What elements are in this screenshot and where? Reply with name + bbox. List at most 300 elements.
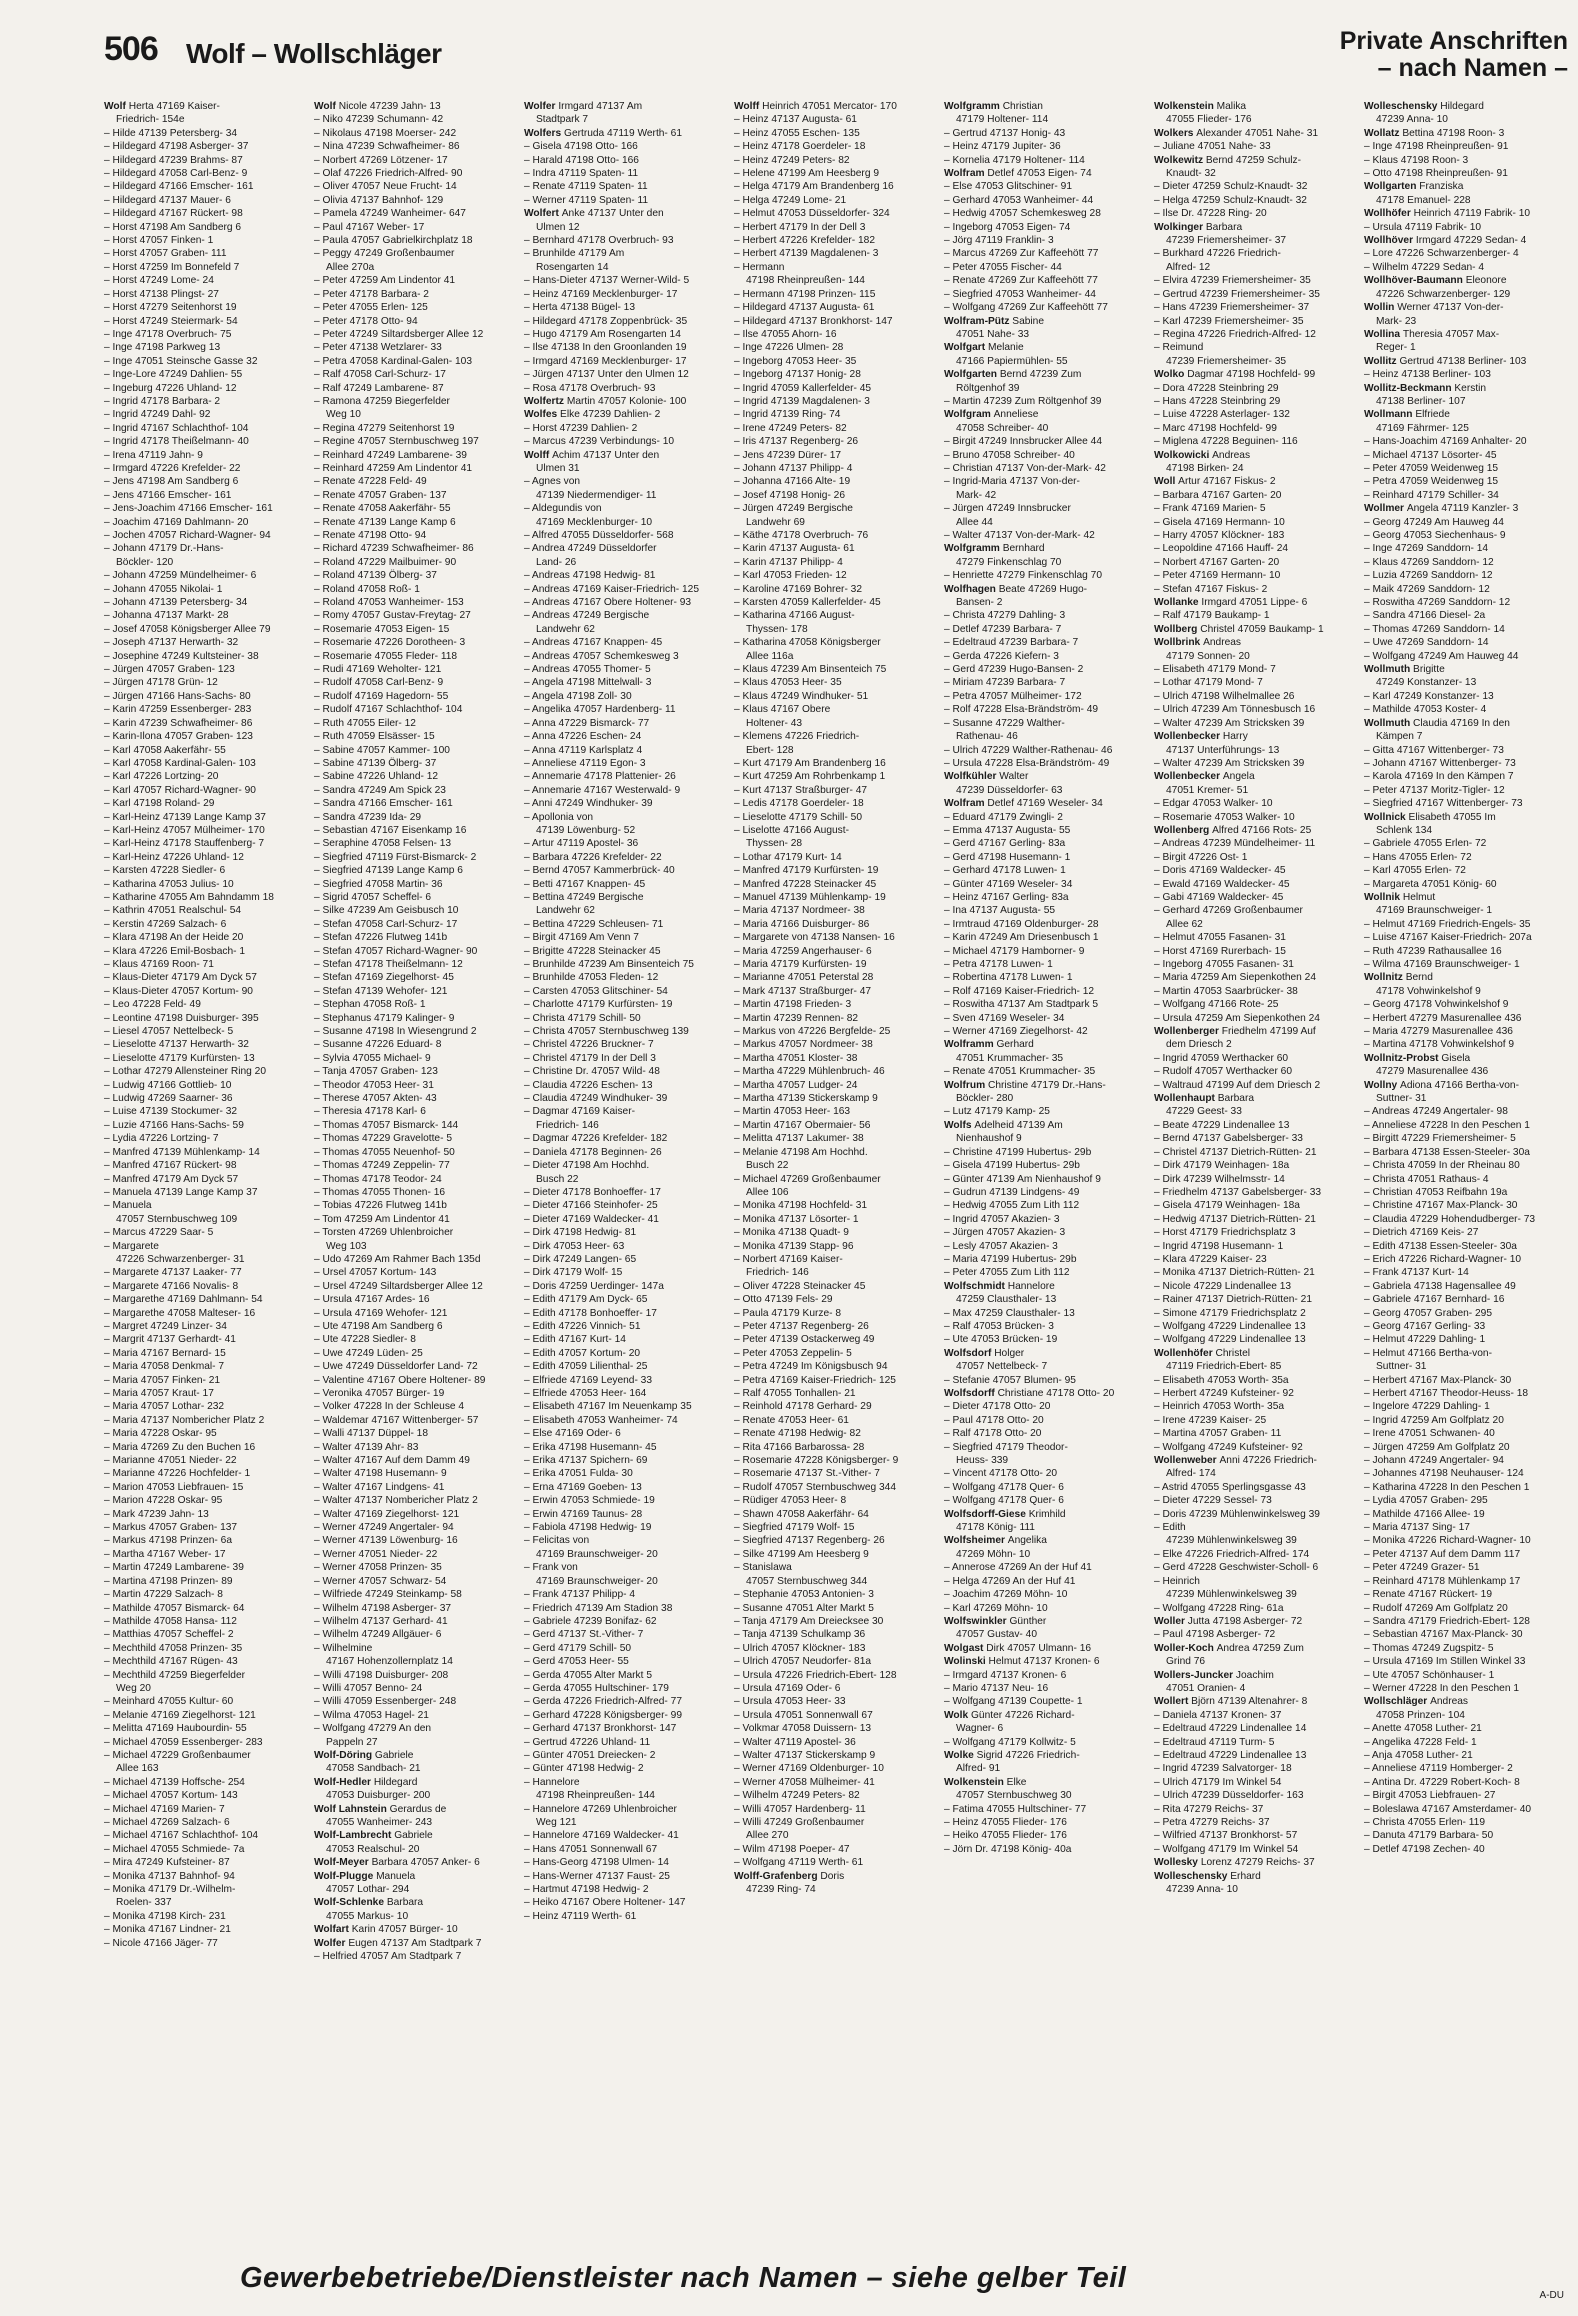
entry-text: Hildegard: [373, 1776, 418, 1788]
directory-entry: [734, 918, 938, 931]
entry-text: – Rita 47166 Barbarossa- 28: [734, 1441, 865, 1453]
entry-text: – Angelika 47057 Hardenberg- 11: [524, 704, 676, 716]
directory-entry: [1364, 113, 1568, 126]
directory-entry: [314, 1883, 518, 1896]
directory-entry: [1364, 1052, 1568, 1065]
directory-entry: [314, 167, 518, 180]
entry-surname: Wolfsdorff: [944, 1388, 998, 1399]
entry-surname: Wollenweber: [1154, 1455, 1220, 1467]
directory-entry: [314, 382, 518, 395]
directory-entry: [944, 757, 1148, 770]
directory-entry: [524, 1910, 728, 1923]
directory-entry: [1154, 931, 1358, 944]
entry-text: Manuela: [376, 1870, 416, 1882]
directory-entry: [1364, 207, 1568, 220]
entry-text: Weg 103: [326, 1240, 367, 1252]
directory-entry: [314, 274, 518, 287]
entry-text: Gabriele: [394, 1830, 433, 1842]
directory-entry: [1364, 435, 1568, 448]
entry-text: – Rudolf 47058 Carl-Benz- 9: [314, 677, 444, 689]
entry-text: – Renate 47269 Zur Kaffeehött 77: [944, 275, 1098, 287]
directory-entry: [524, 1360, 728, 1373]
entry-text: – Christa 47051 Rathaus- 4: [1364, 1173, 1489, 1185]
entry-text: – Bernd 47057 Kammerbrück- 40: [524, 865, 675, 877]
directory-entry: [314, 703, 518, 716]
directory-entry: [1154, 1226, 1358, 1239]
entry-text: – Werner 47139 Löwenburg- 16: [314, 1535, 458, 1547]
directory-entry: [1154, 408, 1358, 421]
entry-text: – Karl-Heinz 47139 Lange Kamp 37: [104, 811, 266, 823]
entry-text: – Katharine 47055 Am Bahndamm 18: [104, 891, 274, 903]
entry-text: – Wilhelm 47249 Peters- 82: [734, 1790, 860, 1802]
directory-entry: [734, 1548, 938, 1561]
directory-entry: [944, 837, 1148, 850]
directory-entry: [734, 529, 938, 542]
entry-text: – Edeltraud 47229 Lindenallee 14: [1154, 1723, 1307, 1735]
directory-entry: [944, 717, 1148, 730]
directory-entry: [104, 1669, 308, 1682]
entry-text: – Heinz 47169 Mecklenburger- 17: [524, 288, 678, 300]
directory-entry: [944, 422, 1148, 435]
entry-surname: Wolfsdorf: [944, 1347, 995, 1359]
directory-entry: [104, 1602, 308, 1615]
entry-text: – Gerda 47226 Friedrich-Alfred- 77: [524, 1696, 682, 1708]
entry-text: – Elisabeth 47053 Worth- 35a: [1154, 1374, 1289, 1386]
entry-text: – Christian 47053 Reifbahn 19a: [1364, 1186, 1508, 1198]
directory-entry: [524, 1079, 728, 1092]
directory-entry: [944, 1105, 1148, 1118]
entry-text: – Gudrun 47139 Lindgens- 49: [944, 1186, 1080, 1198]
entry-surname: Wollenberger: [1154, 1026, 1222, 1038]
entry-text: Allee 106: [746, 1186, 789, 1198]
directory-entry: [104, 596, 308, 609]
directory-entry: [944, 1575, 1148, 1588]
entry-text: – Jürgen 47057 Graben- 123: [104, 664, 235, 676]
directory-entry: [524, 395, 728, 408]
directory-entry: [314, 1213, 518, 1226]
entry-text: – Niko 47239 Schumann- 42: [314, 114, 444, 126]
directory-entry: [314, 609, 518, 622]
entry-text: – Rita 47279 Reichs- 37: [1154, 1803, 1264, 1815]
directory-entry: [524, 288, 728, 301]
entry-text: – Christel 47137 Dietrich-Rütten- 21: [1154, 1146, 1317, 1158]
directory-entry: [314, 1441, 518, 1454]
directory-entry: [314, 1829, 518, 1842]
entry-text: – Erika 47051 Fulda- 30: [524, 1468, 633, 1480]
directory-entry: [1154, 650, 1358, 663]
entry-text: 47057 Sternbuschweg 109: [116, 1213, 238, 1225]
directory-entry: [944, 1588, 1148, 1601]
directory-entry: [944, 556, 1148, 569]
entry-text: – Ingrid 47249 Dahl- 92: [104, 409, 211, 421]
directory-entry: [734, 489, 938, 502]
directory-entry: [314, 1199, 518, 1212]
directory-entry: [1364, 1092, 1568, 1105]
entry-text: Martin 47057 Kolonie- 100: [566, 395, 687, 407]
directory-entry: [1364, 542, 1568, 555]
entry-text: – Else 47053 Glitschiner- 91: [944, 181, 1072, 193]
entry-text: 47279 Finkenschlag 70: [956, 556, 1062, 568]
directory-entry: [1154, 837, 1358, 850]
directory-entry: [944, 1293, 1148, 1306]
directory-entry: [734, 1333, 938, 1346]
directory-entry: [104, 1655, 308, 1668]
entry-text: – Peter 47259 Am Lindentor 41: [314, 275, 456, 287]
entry-text: Bansen- 2: [956, 597, 1003, 609]
entry-text: – Valentine 47167 Obere Holtener- 89: [314, 1374, 486, 1386]
entry-text: Bernd: [1405, 972, 1433, 984]
entry-text: – Michael 47139 Hoffsche- 254: [104, 1776, 245, 1788]
directory-entry: [314, 985, 518, 998]
entry-text: – Ralf 47178 Otto- 20: [944, 1428, 1042, 1440]
directory-entry: [734, 1374, 938, 1387]
entry-text: Land- 26: [536, 556, 577, 568]
entry-text: – Dieter 47166 Steinhofer- 25: [524, 1200, 658, 1212]
directory-entry: [734, 315, 938, 328]
directory-entry: [944, 234, 1148, 247]
entry-text: – Jürgen 47057 Akazien- 3: [944, 1227, 1066, 1239]
directory-entry: [1154, 1400, 1358, 1413]
directory-entry: [734, 1682, 938, 1695]
directory-entry: [104, 1400, 308, 1413]
directory-entry: [104, 1374, 308, 1387]
directory-entry: [944, 636, 1148, 649]
directory-entry: [944, 449, 1148, 462]
entry-text: – Siegfried 47058 Martin- 36: [314, 878, 443, 890]
entry-text: – Ruth 47239 Rathausallee 16: [1364, 945, 1502, 957]
directory-entry: [104, 529, 308, 542]
directory-entry: [944, 328, 1148, 341]
directory-entry: [1364, 1119, 1568, 1132]
entry-text: – Gisela 47169 Hermann- 10: [1154, 516, 1285, 528]
entry-text: – Georg 47057 Graben- 295: [1364, 1307, 1493, 1319]
entry-text: – Hildegard 47198 Asberger- 37: [104, 141, 249, 153]
entry-text: – Hans-Werner 47137 Faust- 25: [524, 1870, 670, 1882]
directory-entry: [944, 154, 1148, 167]
entry-text: – Dieter 47198 Am Hochhd.: [524, 1160, 650, 1172]
directory-entry: [734, 422, 938, 435]
directory-entry: [104, 1575, 308, 1588]
entry-text: – Werner 47057 Schwarz- 54: [314, 1575, 447, 1587]
entry-text: – Rosemarie 47053 Eigen- 15: [314, 623, 450, 635]
entry-text: – Markus 47057 Graben- 137: [104, 1522, 238, 1534]
directory-entry: [1154, 1762, 1358, 1775]
entry-text: Bettina 47198 Roon- 3: [1402, 127, 1505, 139]
directory-entry: [734, 475, 938, 488]
entry-text: – Agnes von: [524, 476, 581, 488]
entry-text: – Jürgen 47137 Unter den Ulmen 12: [524, 369, 689, 381]
directory-entry: [734, 1012, 938, 1025]
entry-text: – Tobias 47226 Flutweg 141b: [314, 1200, 447, 1212]
entry-surname: Wolff: [524, 449, 553, 461]
entry-text: – Thomas 47249 Zeppelin- 77: [314, 1160, 450, 1172]
directory-entry: [1154, 489, 1358, 502]
entry-text: Lorenz 47279 Reichs- 37: [1200, 1857, 1315, 1869]
directory-entry: [104, 167, 308, 180]
directory-entry: [1154, 382, 1358, 395]
directory-entry: [944, 1199, 1148, 1212]
directory-entry: [1154, 207, 1358, 220]
directory-entry: [314, 422, 518, 435]
directory-entry: [1154, 878, 1358, 891]
directory-entry: [524, 1293, 728, 1306]
directory-entry: [314, 1266, 518, 1279]
entry-text: – Sabine 47139 Ölberg- 37: [314, 757, 437, 769]
directory-entry: [314, 1038, 518, 1051]
directory-entry: [944, 1548, 1148, 1561]
entry-text: – Heinz 47167 Gerling- 83a: [944, 891, 1069, 903]
entry-text: – Stefan 47226 Flutweg 141b: [314, 932, 448, 944]
entry-surname: Wollhöfer: [1364, 208, 1414, 220]
entry-text: – Erwin 47053 Schmiede- 19: [524, 1495, 655, 1507]
entry-text: – Sandra 47249 Am Spick 23: [314, 784, 446, 796]
directory-entry: [734, 1575, 938, 1588]
entry-text: – Martin 47239 Rennen- 82: [734, 1012, 859, 1024]
entry-text: – Theodor 47053 Heer- 31: [314, 1079, 434, 1091]
directory-entry: [524, 744, 728, 757]
directory-entry: [314, 1923, 518, 1936]
directory-entry: [734, 1173, 938, 1186]
directory-entry: [1154, 449, 1358, 462]
entry-surname: Wolkenstein: [1154, 101, 1217, 112]
entry-text: – Edeltraud 47119 Turm- 5: [1154, 1736, 1275, 1748]
entry-text: – Waltraud 47199 Auf dem Driesch 2: [1154, 1079, 1321, 1091]
directory-entry: [314, 971, 518, 984]
entry-surname: Wolfer: [524, 101, 559, 112]
entry-text: Schlenk 134: [1376, 824, 1433, 836]
directory-entry: [734, 1722, 938, 1735]
entry-surname: Wollnitz-Probst: [1364, 1052, 1442, 1064]
directory-entry: [1364, 1722, 1568, 1735]
entry-text: – Maria 47279 Masurenallee 436: [1364, 1026, 1513, 1038]
directory-entry: [524, 1642, 728, 1655]
entry-text: – Ingrid 47057 Akazien- 3: [944, 1213, 1060, 1225]
entry-text: Allee 163: [116, 1763, 159, 1775]
directory-entry: [944, 542, 1148, 555]
directory-entry: [104, 542, 308, 555]
entry-text: – Wolfgang 47279 An den: [314, 1723, 432, 1735]
entry-text: – Silke 47239 Am Geisbusch 10: [314, 905, 459, 917]
directory-entry: [944, 1266, 1148, 1279]
directory-entry: [314, 1870, 518, 1883]
entry-text: – Wilfriede 47249 Steinkamp- 58: [314, 1589, 462, 1601]
directory-entry: [734, 1132, 938, 1145]
entry-text: – Michael 47179 Hamborner- 9: [944, 945, 1085, 957]
directory-entry: [1154, 636, 1358, 649]
directory-entry: [734, 663, 938, 676]
directory-entry: [944, 408, 1148, 421]
entry-text: – Betti 47167 Knappen- 45: [524, 878, 646, 890]
directory-entry: [1154, 274, 1358, 287]
entry-surname: Wollenhöfer: [1154, 1347, 1216, 1359]
directory-entry: [944, 1360, 1148, 1373]
entry-text: – Stephan 47058 Roß- 1: [314, 999, 426, 1011]
directory-entry: [104, 1414, 308, 1427]
directory-entry: [1154, 341, 1358, 354]
directory-entry: [104, 1199, 308, 1212]
directory-entry: [1154, 261, 1358, 274]
directory-entry: [734, 355, 938, 368]
directory-entry: [1154, 556, 1358, 569]
entry-text: – Manfred 47179 Kurfürsten- 19: [734, 865, 879, 877]
directory-entry: [314, 1065, 518, 1078]
entry-text: – Roland 47229 Mailbuimer- 90: [314, 556, 457, 568]
directory-entry: [104, 663, 308, 676]
entry-text: – Ulrich 47179 Im Winkel 54: [1154, 1776, 1282, 1788]
entry-text: – Thomas 47229 Gravelotte- 5: [314, 1133, 452, 1145]
entry-text: Anke 47137 Unter den: [561, 208, 664, 220]
entry-surname: Wolf Lahnstein: [314, 1803, 390, 1815]
directory-entry: [104, 315, 308, 328]
entry-text: – Inge 47178 Overbruch- 75: [104, 328, 232, 340]
entry-text: Andreas: [1212, 449, 1251, 461]
entry-text: – Maria 47179 Kurfürsten- 19: [734, 959, 867, 970]
directory-entry: [1154, 864, 1358, 877]
entry-text: – Petra 47059 Weidenweg 15: [1364, 476, 1499, 488]
directory-entry: [1364, 891, 1568, 904]
directory-entry: [1364, 288, 1568, 301]
directory-entry: [104, 1360, 308, 1373]
entry-text: – Hans 47055 Erlen- 72: [1364, 851, 1472, 863]
directory-entry: [734, 797, 938, 810]
directory-entry: [1154, 1655, 1358, 1668]
entry-text: – Siegfried 47179 Theodor-: [944, 1441, 1068, 1453]
directory-entry: [944, 221, 1148, 234]
entry-surname: Wolkers: [1154, 127, 1197, 139]
entry-surname: Wolfgram: [944, 409, 994, 421]
directory-entry: [1154, 1816, 1358, 1829]
directory-entry: [314, 1937, 518, 1950]
directory-entry: [734, 221, 938, 234]
entry-text: – Sven 47169 Weseler- 34: [944, 1012, 1065, 1024]
directory-entry: [104, 1467, 308, 1480]
directory-entry: [1154, 301, 1358, 314]
directory-entry: [1364, 918, 1568, 931]
entry-text: 47169 Braunschweiger- 20: [536, 1548, 658, 1560]
entry-text: 47051 Nahe- 33: [956, 328, 1030, 340]
entry-text: – Martina 47057 Graben- 11: [1154, 1428, 1282, 1440]
directory-entry: [734, 1534, 938, 1547]
entry-text: 47166 Papiermühlen- 55: [956, 355, 1068, 367]
entry-text: – Gertrud 47239 Friemersheimer- 35: [1154, 288, 1320, 300]
entry-text: – Gertrud 47137 Honig- 43: [944, 127, 1066, 139]
entry-text: – Anna 47119 Karlsplatz 4: [524, 744, 643, 756]
section-title-line2: – nach Namen –: [1377, 54, 1568, 82]
entry-text: – Herbert 47279 Masurenallee 436: [1364, 1012, 1522, 1024]
directory-entry: [944, 1628, 1148, 1641]
directory-entry: [1364, 1789, 1568, 1802]
entry-text: – Hildegard 47137 Mauer- 6: [104, 194, 231, 206]
entry-text: – Barbara 47138 Essen-Steeler- 30a: [1364, 1146, 1530, 1158]
directory-entry: [104, 636, 308, 649]
directory-entry: [314, 1521, 518, 1534]
directory-entry: [314, 1307, 518, 1320]
entry-text: – Roswitha 47137 Am Stadtpark 5: [944, 999, 1099, 1011]
directory-entry: [1364, 127, 1568, 140]
entry-text: – Katharina 47053 Julius- 10: [104, 878, 234, 890]
entry-text: – Maria 47057 Finken- 21: [104, 1374, 221, 1386]
entry-text: – Olivia 47137 Bahnhof- 129: [314, 194, 444, 206]
entry-text: – Ulrich 47057 Neudorfer- 81a: [734, 1656, 872, 1668]
directory-entry: [524, 797, 728, 810]
entry-text: – Wolfgang 47179 Kollwitz- 5: [944, 1736, 1076, 1748]
entry-text: – Gitta 47167 Wittenberger- 73: [1364, 744, 1504, 756]
entry-text: Christine 47179 Dr.-Hans-: [987, 1079, 1106, 1091]
directory-entry: [104, 1427, 308, 1440]
entry-text: – Petra 47057 Mülheimer- 172: [944, 690, 1082, 702]
directory-entry: [734, 931, 938, 944]
directory-column: [1364, 100, 1568, 2174]
directory-entry: [1154, 167, 1358, 180]
entry-text: – Willi 47059 Essenberger- 248: [314, 1696, 457, 1708]
directory-entry: [734, 207, 938, 220]
directory-entry: [524, 1682, 728, 1695]
entry-text: – Walter 47198 Husemann- 9: [314, 1468, 447, 1480]
directory-entry: [944, 1736, 1148, 1749]
directory-entry: [734, 382, 938, 395]
directory-entry: [1154, 1856, 1358, 1869]
entry-text: – Paul 47198 Asberger- 72: [1154, 1629, 1276, 1641]
entry-text: – Markus von 47226 Bergfelde- 25: [734, 1026, 891, 1038]
directory-entry: [314, 355, 518, 368]
directory-entry: [734, 1400, 938, 1413]
directory-entry: [524, 864, 728, 877]
directory-entry: [1154, 744, 1358, 757]
entry-text: – Gabi 47169 Waldecker- 45: [1154, 891, 1284, 903]
entry-text: – Martha 47167 Weber- 17: [104, 1548, 226, 1560]
entry-surname: Wolfertz: [524, 395, 567, 407]
directory-entry: [1364, 1025, 1568, 1038]
directory-entry: [944, 1374, 1148, 1387]
entry-text: – Karola 47169 In den Kämpen 7: [1364, 771, 1514, 783]
entry-surname: Wollmer: [1364, 503, 1407, 515]
entry-text: Artur 47167 Fiskus- 2: [1178, 476, 1276, 488]
entry-text: – Felicitas von: [524, 1535, 590, 1547]
entry-text: – Kathrin 47051 Realschul- 54: [104, 905, 242, 917]
directory-entry: [1364, 1374, 1568, 1387]
entry-text: – Georg 47178 Vohwinkelshof 9: [1364, 999, 1509, 1011]
entry-text: – Peggy 47249 Großenbaumer: [314, 248, 455, 260]
directory-entry: [524, 1776, 728, 1789]
entry-text: – Vincent 47178 Otto- 20: [944, 1468, 1058, 1480]
directory-entry: [524, 690, 728, 703]
entry-text: – Herbert 47226 Krefelder- 182: [734, 235, 876, 247]
directory-entry: [734, 1669, 938, 1682]
entry-text: – Rosa 47178 Overbruch- 93: [524, 382, 656, 394]
directory-entry: [104, 945, 308, 958]
directory-entry: [524, 784, 728, 797]
directory-entry: [1364, 1253, 1568, 1266]
entry-text: – Heiko 47167 Obere Holtener- 147: [524, 1897, 686, 1909]
directory-entry: [314, 127, 518, 140]
entry-text: – Ulrich 47229 Walther-Rathenau- 46: [944, 744, 1113, 756]
directory-entry: [314, 368, 518, 381]
entry-text: – Luzie 47166 Hans-Sachs- 59: [104, 1119, 244, 1131]
entry-text: – Karl 47198 Roland- 29: [104, 798, 215, 810]
entry-text: – Theresia 47178 Karl- 6: [314, 1106, 426, 1118]
directory-entry: [944, 864, 1148, 877]
entry-surname: Wollhöver: [1364, 235, 1416, 247]
entry-text: Günter 47226 Richard-: [970, 1709, 1075, 1721]
directory-entry: [1364, 395, 1568, 408]
entry-text: – Monika 47137 Dietrich-Rütten- 21: [1154, 1267, 1315, 1279]
directory-entry: [734, 851, 938, 864]
entry-text: – Anneliese 47228 In den Peschen 1: [1364, 1119, 1530, 1131]
entry-text: 47178 König- 111: [956, 1522, 1035, 1534]
entry-text: – Klara 47229 Kaiser- 23: [1154, 1253, 1267, 1265]
directory-entry: [734, 234, 938, 247]
directory-entry: [944, 194, 1148, 207]
